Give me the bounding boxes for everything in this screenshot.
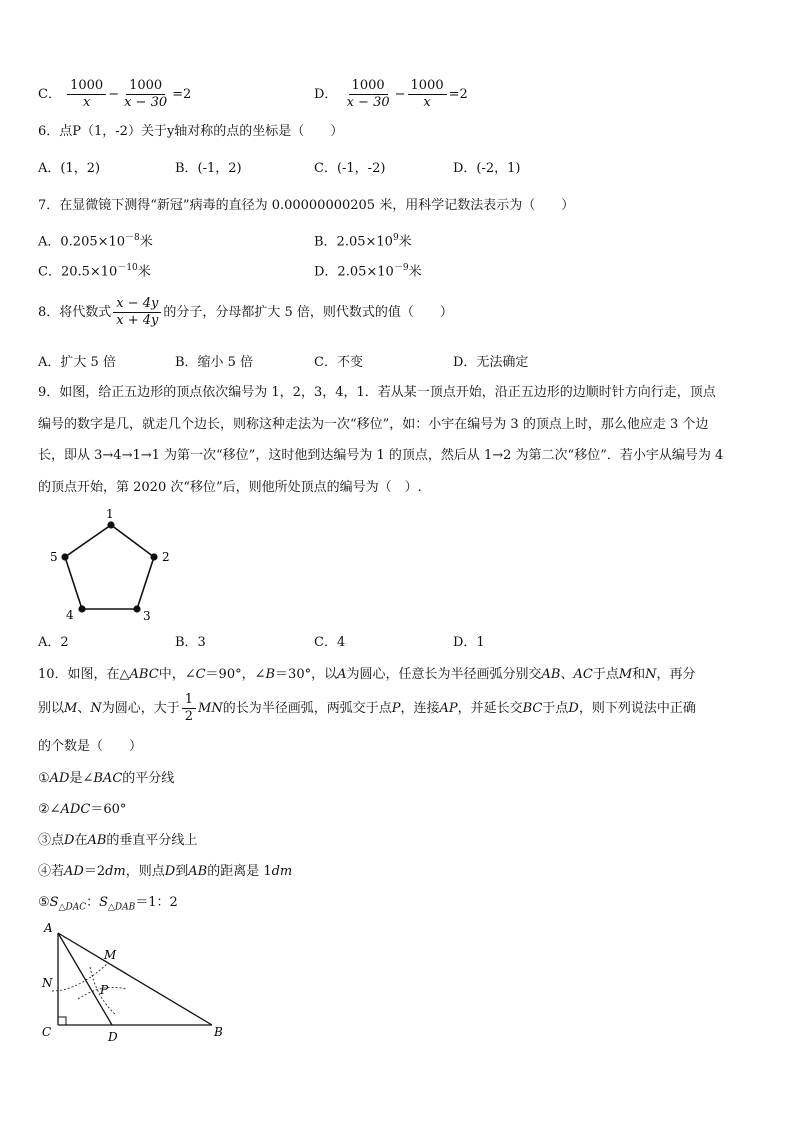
q10-statement-1: ①AD是∠BAC的平分线 (38, 771, 175, 786)
half-fraction: $\frac{1}{2}$ (182, 692, 196, 725)
q6-option-d[interactable]: D．(-2，1) (453, 161, 521, 176)
vertex-label-3: 3 (143, 609, 151, 623)
label-b: B (214, 1025, 223, 1039)
q8-option-d[interactable]: D．无法确定 (453, 355, 529, 370)
q10-line-3: 的个数是（ ） (38, 739, 143, 754)
q6-option-b[interactable]: B．(-1，2) (175, 161, 242, 176)
q9-line-1: 9．如图，给正五边形的顶点依次编号为 1，2，3，4，1．若从某一顶点开始，沿正五边形的边顺时针方向行走，顶点 (38, 385, 716, 400)
vertex-4-dot (78, 605, 85, 612)
side-ab (58, 933, 212, 1025)
q10-statement-5: $⑤S_{\triangle DAC}$：$S_{\triangle DAB}=1$：2 (38, 895, 178, 913)
vertex-1-dot (107, 521, 114, 528)
q5-option-c[interactable]: C． $\frac{1000}{x}$ − $\frac{1000}{x - 30}$ =2 (38, 78, 192, 110)
q5-d-frac-2: $\frac{1000}{x}$ (408, 78, 447, 111)
q5-c-frac-2: $\frac{1000}{x - 30}$ (124, 78, 168, 110)
q6-option-c[interactable]: C．(-1，-2) (314, 161, 386, 176)
vertex-label-5: 5 (50, 550, 58, 564)
q8-option-c[interactable]: C．不变 (314, 355, 363, 370)
q8-stem: 8．将代数式 $\frac{x - 4y}{x + 4y}$ 的分子，分母都扩大 5 倍，则代数式的值（ ） (38, 296, 453, 328)
label-c: C (42, 1025, 52, 1039)
q10-statement-4: ④若AD＝2dm，则点D到AB的距离是 1dm (38, 864, 293, 879)
label-a: A (44, 921, 53, 935)
bisector-ad (58, 933, 112, 1025)
q7-stem: 7．在显微镜下测得“新冠”病毒的直径为 0.00000000205 米，用科学记数法表示为（ ） (38, 198, 575, 213)
q5-c-frac-1: $\frac{1000}{x}$ (67, 78, 106, 111)
vertex-label-4: 4 (66, 608, 74, 622)
q9-option-b[interactable]: B．3 (175, 635, 206, 650)
vertex-label-1: 1 (106, 507, 114, 521)
vertex-2-dot (150, 553, 157, 560)
q7-option-b[interactable]: B．$2.05\times 10^9$米 (314, 233, 412, 250)
label-p: P (100, 983, 109, 997)
q10-line-2: 别以M、N为圆心，大于 $\frac{1}{2}$ MN的长为半径画弧，两弧交于点P，连接AP，并延长交BC于点D，则下列说法中正确 (38, 692, 696, 724)
label-m: M (104, 948, 117, 962)
q7-option-a[interactable]: A．$0.205\times 10^{-8}$米 (38, 233, 153, 250)
q10-line-1: 10．如图，在△ABC中，∠C＝90°，∠B＝30°，以A为圆心，任意长为半径画弧分别交AB、AC于点M和N，再分 (38, 667, 696, 682)
q8-option-b[interactable]: B．缩小 5 倍 (175, 355, 254, 370)
q5-option-d[interactable]: D． $\frac{1000}{x - 30}$ − $\frac{1000}{x}$ =2 (314, 78, 468, 110)
q9-line-4: 的顶点开始，第 2020 次“移位”后，则他所处顶点的编号为（ ）. (38, 480, 422, 495)
q8-fraction: $\frac{x - 4y}{x + 4y}$ (113, 296, 161, 329)
q5-d-frac-1: $\frac{1000}{x - 30}$ (346, 78, 390, 110)
q9-line-2: 编号的数字是几，就走几个边长，则称这种走法为一次“移位”，如：小宇在编号为 3 的顶点上时，那么他应走 3 个边 (38, 417, 709, 432)
q7-option-c[interactable]: C．$20.5\times 10^{-10}$米 (38, 263, 151, 280)
q6-option-a[interactable]: A．(1，2) (38, 161, 101, 176)
q9-option-c[interactable]: C．4 (314, 635, 346, 650)
right-angle-mark (58, 1017, 66, 1025)
q9-option-d[interactable]: D．1 (453, 635, 485, 650)
q6-stem: 6．点P（1，-2）关于y轴对称的点的坐标是（ ） (38, 124, 344, 139)
vertex-5-dot (61, 553, 68, 560)
q10-statement-2: ②∠ADC＝60° (38, 802, 127, 817)
vertex-3-dot (133, 605, 140, 612)
vertex-label-2: 2 (162, 550, 170, 564)
pentagon-outline (65, 525, 154, 609)
q7-option-d[interactable]: D．$2.05\times 10^{-9}$米 (314, 263, 422, 280)
q10-statement-3: ③点D在AB的垂直平分线上 (38, 833, 198, 848)
q9-line-3: 长，即从 3→4→1→1 为第一次“移位”，这时他到达编号为 1 的顶点，然后从 1→2 为第二次“移位”．若小宇从编号为 4 (38, 448, 724, 463)
label-n: N (42, 976, 53, 990)
label-d: D (108, 1030, 118, 1044)
triangle-figure (30, 915, 230, 1045)
q8-option-a[interactable]: A．扩大 5 倍 (38, 355, 116, 370)
pentagon-figure (40, 505, 180, 625)
q9-option-a[interactable]: A．2 (38, 635, 69, 650)
